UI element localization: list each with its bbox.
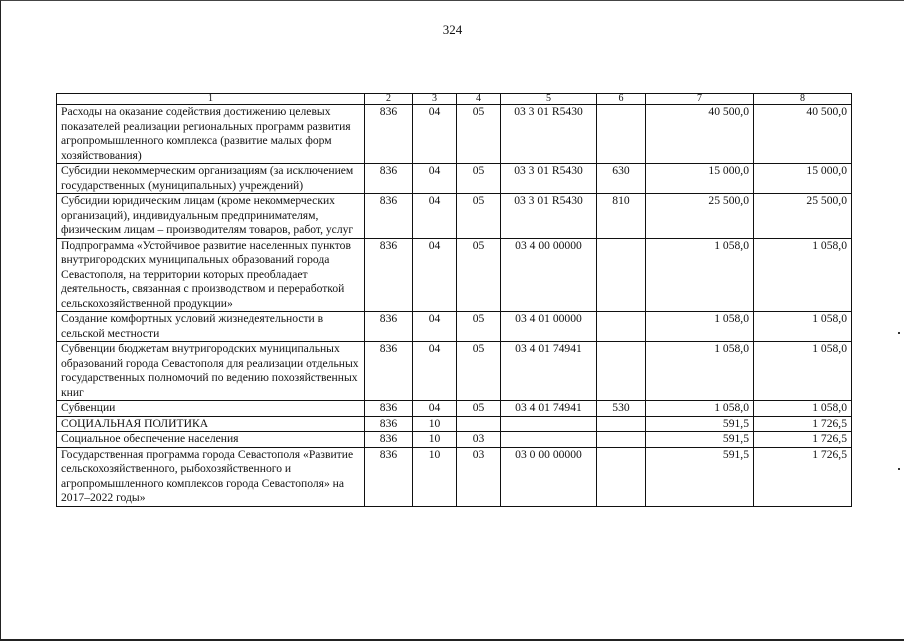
ved-code: 836 <box>365 105 413 164</box>
row-name: Расходы на оказание содействия достижению целевых показателей реализации региональных программ развития агропромышленного комплекса (развитие малых форм хозяйствования) <box>57 105 365 164</box>
section-code: 04 <box>413 194 457 239</box>
ved-code: 836 <box>365 238 413 312</box>
column-header: 8 <box>754 94 852 105</box>
subsection-code: 03 <box>457 432 501 448</box>
expense-type-code <box>597 238 646 312</box>
row-name: Государственная программа города Севастополя «Развитие сельскохозяйственного, рыбохозяйственного и агропромышленного комплексов города Севастополя» на 2017–2022 годы» <box>57 447 365 506</box>
amount-col8: 15 000,0 <box>754 164 852 194</box>
target-article-code: 03 3 01 R5430 <box>501 105 597 164</box>
row-name: Социальное обеспечение населения <box>57 432 365 448</box>
budget-table <box>56 93 852 507</box>
subsection-code: 05 <box>457 105 501 164</box>
amount-col7: 1 058,0 <box>646 401 754 417</box>
subsection-code: 03 <box>457 447 501 506</box>
amount-col7: 1 058,0 <box>646 312 754 342</box>
table-row <box>57 447 852 506</box>
scan-speck <box>898 468 900 470</box>
subsection-code: 05 <box>457 164 501 194</box>
subsection-code <box>457 416 501 432</box>
table-row <box>57 312 852 342</box>
amount-col7: 25 500,0 <box>646 194 754 239</box>
table-row <box>57 238 852 312</box>
column-header: 5 <box>501 94 597 105</box>
table-row <box>57 401 852 417</box>
section-code: 10 <box>413 416 457 432</box>
expense-type-code <box>597 105 646 164</box>
target-article-code: 03 4 00 00000 <box>501 238 597 312</box>
section-code: 04 <box>413 312 457 342</box>
expense-type-code <box>597 342 646 401</box>
table-row <box>57 342 852 401</box>
column-header: 7 <box>646 94 754 105</box>
amount-col7: 1 058,0 <box>646 342 754 401</box>
column-header: 6 <box>597 94 646 105</box>
target-article-code: 03 0 00 00000 <box>501 447 597 506</box>
amount-col8: 1 058,0 <box>754 342 852 401</box>
subsection-code: 05 <box>457 238 501 312</box>
target-article-code <box>501 432 597 448</box>
ved-code: 836 <box>365 194 413 239</box>
row-name: Подпрограмма «Устойчивое развитие населенных пунктов внутригородских муниципальных образований города Севастополя, на территории которых преобладает деятельность, связанная с производством и переработкой сельскохозяйственной продукции» <box>57 238 365 312</box>
amount-col8: 1 726,5 <box>754 432 852 448</box>
table-row <box>57 432 852 448</box>
expense-type-code <box>597 416 646 432</box>
subsection-code: 05 <box>457 342 501 401</box>
column-header: 4 <box>457 94 501 105</box>
ved-code: 836 <box>365 312 413 342</box>
table-row <box>57 416 852 432</box>
ved-code: 836 <box>365 416 413 432</box>
expense-type-code <box>597 447 646 506</box>
amount-col7: 40 500,0 <box>646 105 754 164</box>
amount-col7: 15 000,0 <box>646 164 754 194</box>
subsection-code: 05 <box>457 312 501 342</box>
amount-col7: 591,5 <box>646 416 754 432</box>
table-row <box>57 194 852 239</box>
ved-code: 836 <box>365 432 413 448</box>
target-article-code: 03 4 01 00000 <box>501 312 597 342</box>
amount-col8: 1 058,0 <box>754 312 852 342</box>
amount-col7: 591,5 <box>646 432 754 448</box>
section-code: 04 <box>413 105 457 164</box>
section-code: 10 <box>413 447 457 506</box>
target-article-code: 03 3 01 R5430 <box>501 194 597 239</box>
expense-type-code: 810 <box>597 194 646 239</box>
amount-col7: 591,5 <box>646 447 754 506</box>
row-name: Субвенции <box>57 401 365 417</box>
amount-col8: 25 500,0 <box>754 194 852 239</box>
amount-col8: 1 058,0 <box>754 401 852 417</box>
ved-code: 836 <box>365 342 413 401</box>
amount-col8: 1 726,5 <box>754 416 852 432</box>
amount-col8: 1 726,5 <box>754 447 852 506</box>
header-row <box>57 94 852 105</box>
expense-type-code: 530 <box>597 401 646 417</box>
expense-type-code <box>597 432 646 448</box>
subsection-code: 05 <box>457 401 501 417</box>
amount-col8: 1 058,0 <box>754 238 852 312</box>
amount-col8: 40 500,0 <box>754 105 852 164</box>
section-code: 04 <box>413 164 457 194</box>
table-row <box>57 105 852 164</box>
target-article-code: 03 3 01 R5430 <box>501 164 597 194</box>
column-header: 2 <box>365 94 413 105</box>
row-name: Субсидии юридическим лицам (кроме некоммерческих организаций), индивидуальным предпринимателям, физическим лицам – производителям товаров, работ, услуг <box>57 194 365 239</box>
column-header: 3 <box>413 94 457 105</box>
section-code: 04 <box>413 342 457 401</box>
page-number: 324 <box>442 22 463 37</box>
ved-code: 836 <box>365 164 413 194</box>
row-name: Субсидии некоммерческим организациям (за исключением государственных (муниципальных) учреждений) <box>57 164 365 194</box>
section-code: 04 <box>413 401 457 417</box>
expense-type-code: 630 <box>597 164 646 194</box>
table-row <box>57 164 852 194</box>
subsection-code: 05 <box>457 194 501 239</box>
row-name: Субвенции бюджетам внутригородских муниципальных образований города Севастополя для реализации отдельных государственных полномочий по ведению похозяйственных книг <box>57 342 365 401</box>
target-article-code <box>501 416 597 432</box>
section-code: 10 <box>413 432 457 448</box>
row-name: Создание комфортных условий жизнедеятельности в сельской местности <box>57 312 365 342</box>
section-code: 04 <box>413 238 457 312</box>
target-article-code: 03 4 01 74941 <box>501 342 597 401</box>
row-name: СОЦИАЛЬНАЯ ПОЛИТИКА <box>57 416 365 432</box>
amount-col7: 1 058,0 <box>646 238 754 312</box>
expense-type-code <box>597 312 646 342</box>
target-article-code: 03 4 01 74941 <box>501 401 597 417</box>
scan-speck <box>898 332 900 334</box>
column-header: 1 <box>57 94 365 105</box>
ved-code: 836 <box>365 401 413 417</box>
ved-code: 836 <box>365 447 413 506</box>
